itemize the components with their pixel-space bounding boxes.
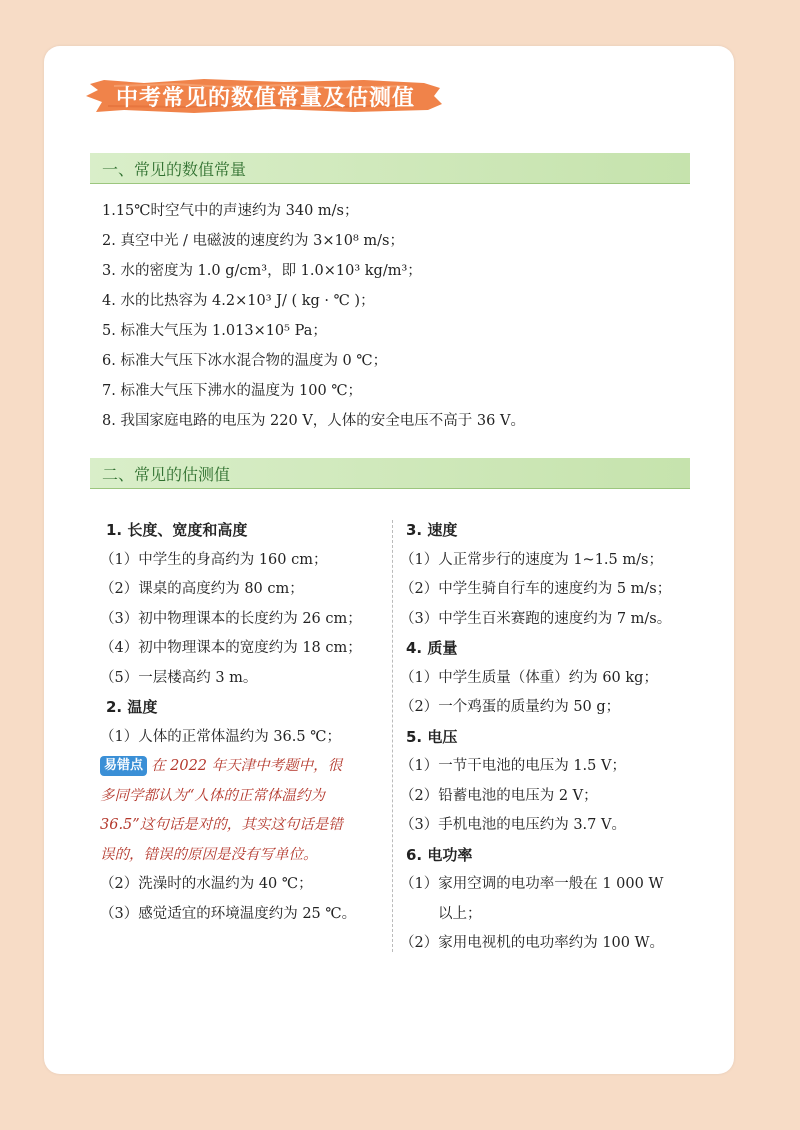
list-item: （2）铅蓄电池的电压为 2 V； (400, 787, 598, 804)
section-heading-label: 二、常见的估测值 (102, 465, 231, 484)
section-heading-constants (90, 153, 690, 184)
list-item: （2）洗澡时的水温约为 40 ℃； (100, 876, 313, 892)
section-heading-label: 一、常见的数值常量 (102, 160, 247, 179)
list-item: （3）中学生百米赛跑的速度约为 7 m/s。 (400, 610, 672, 627)
list-item: （3）感觉适宜的环境温度约为 25 ℃。 (100, 905, 357, 922)
page-title: 中考常见的数值常量及估测值 (116, 86, 416, 111)
list-item: 8. 我国家庭电路的电压为 220 V，人体的安全电压不高于 36 V。 (102, 413, 525, 429)
note-line: 误的，错误的原因是没有写单位。 (100, 846, 318, 863)
subheading-power: 6. 电功率 (406, 845, 473, 864)
list-item: （2）课桌的高度约为 80 cm； (100, 581, 304, 597)
note-line: 在 2022 年天津中考题中，很 (151, 758, 343, 774)
list-item: （3）手机电池的电压约为 3.7 V。 (400, 817, 626, 833)
subheading-speed: 3. 速度 (406, 521, 458, 539)
title-banner (84, 76, 444, 116)
list-item: （1）中学生质量（体重）约为 60 kg； (400, 669, 658, 686)
note-line: 36.5”这句话是对的，其实这句话是错 (100, 817, 343, 833)
list-item: （1）中学生的身高约为 160 cm； (100, 551, 328, 568)
list-item: 2. 真空中光 / 电磁波的速度约为 3×10⁸ m/s； (102, 233, 404, 249)
list-item: （3）初中物理课本的长度约为 26 cm； (100, 610, 362, 627)
list-item: （2）家用电视机的电功率约为 100 W。 (400, 935, 665, 951)
list-item: 6. 标准大气压下冰水混合物的温度为 0 ℃； (102, 353, 388, 369)
list-item: （2）中学生骑自行车的速度约为 5 m/s； (400, 581, 672, 597)
list-item: （2）一个鸡蛋的质量约为 50 g； (400, 699, 621, 715)
list-item: （1）人正常步行的速度为 1~1.5 m/s； (400, 551, 663, 568)
subheading-voltage: 5. 电压 (406, 727, 458, 746)
list-item: 1.15℃时空气中的声速约为 340 m/s； (102, 203, 359, 219)
page-card (44, 46, 734, 1074)
subheading-temperature: 2. 温度 (106, 698, 158, 716)
subheading-length: 1. 长度、宽度和高度 (106, 521, 248, 539)
right-column (400, 516, 700, 959)
list-item-continuation: 以上； (438, 905, 482, 922)
section-heading-estimates (90, 458, 690, 489)
list-item: （4）初中物理课本的宽度约为 18 cm； (100, 640, 362, 656)
common-mistake-note (100, 752, 396, 870)
list-item: （1）人体的正常体温约为 36.5 ℃； (100, 728, 341, 745)
note-line: 多同学都认为“人体的正常体温约为 (100, 787, 325, 804)
list-item: 7. 标准大气压下沸水的温度为 100 ℃； (102, 383, 363, 399)
subheading-mass: 4. 质量 (406, 639, 458, 657)
list-item: （5）一层楼高约 3 m。 (100, 669, 258, 686)
constants-list (102, 196, 702, 436)
list-item: （1）家用空调的电功率一般在 1 000 W (400, 876, 664, 892)
list-item: 5. 标准大气压为 1.013×10⁵ Pa； (102, 323, 327, 339)
mistake-badge: 易错点 (100, 756, 147, 776)
list-item: （1）一节干电池的电压为 1.5 V； (400, 758, 626, 774)
list-item: 4. 水的比热容为 4.2×10³ J/ ( kg · ℃ )； (102, 293, 375, 309)
list-item: 3. 水的密度为 1.0 g/cm³，即 1.0×10³ kg/m³； (102, 263, 422, 279)
left-column (100, 516, 396, 929)
